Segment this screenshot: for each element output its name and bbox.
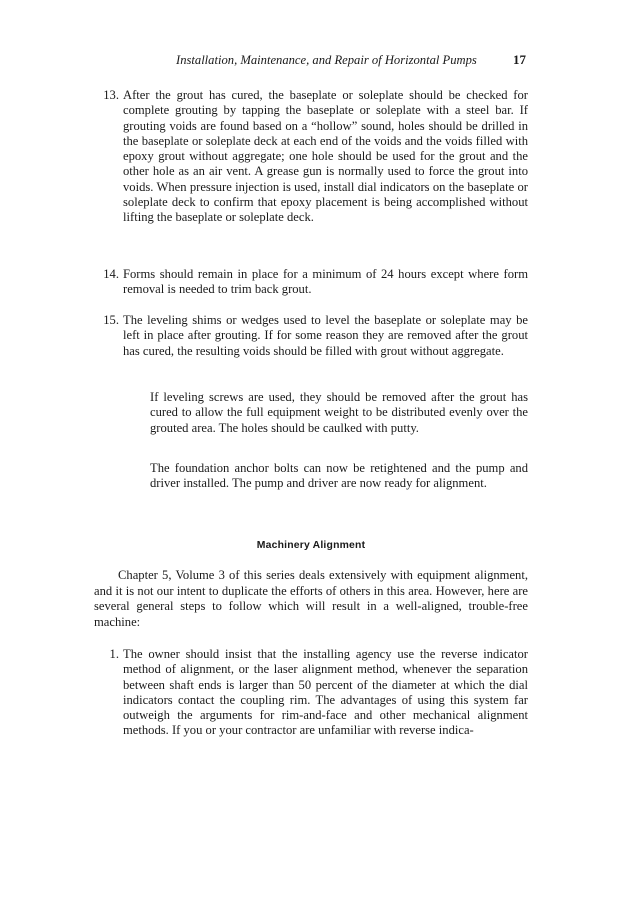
list-item-13	[103, 88, 528, 226]
list-item-15	[103, 313, 528, 359]
list-item-text: Forms should remain in place for a minimum of 24 hours except where form removal is needed to trim back grout.	[123, 267, 528, 297]
alignment-list-item-1	[109, 647, 528, 739]
list-item-14	[103, 267, 528, 298]
section-heading: Machinery Alignment	[256, 540, 366, 551]
item-15-paragraph-anchor-bolts: The foundation anchor bolts can now be retightened and the pump and driver installed. The pump and driver are now ready for alignment.	[150, 461, 528, 491]
running-header-title: Installation, Maintenance, and Repair of Horizontal Pumps	[176, 53, 477, 67]
list-item-text: The leveling shims or wedges used to level the baseplate or soleplate may be left in place after grouting. If for some reason they are removed after the grout has cured, the resulting voids should be filled with grout without aggregate.	[123, 313, 528, 358]
page-number: 17	[513, 52, 526, 67]
section-intro-paragraph: Chapter 5, Volume 3 of this series deals extensively with equipment alignment, and it is not our intent to duplicate the efforts of others in this area. However, here are several general steps to follow which will result in a well-aligned, trouble-free machine:	[94, 568, 528, 629]
list-item-text: After the grout has cured, the baseplate or soleplate should be checked for complete grouting by tapping the baseplate or soleplate with a steel bar. If grouting voids are found based on a “hollow” sound, holes should be drilled in the baseplate or soleplate deck at each end of the voids and the voids filled with epoxy grout without aggregate; one hole should be used for the grout and the other hole as an air vent. A grease gun is normally used to force the grout into voids. When pressure injection is used, install dial indicators on the baseplate or soleplate deck to confirm that epoxy placement is being accomplished without lifting the baseplate or soleplate deck.	[123, 88, 528, 225]
list-item-text: The owner should insist that the installing agency use the reverse indicator method of alignment, or the laser alignment method, whenever the separation between shaft ends is larger than 50 percent of the diameter at which the dial indicators contact the coupling rim. The advantages of using this system far outweigh the arguments for rim-and-face and other mechanical alignment methods. If you or your contractor are unfamiliar with reverse indica-	[123, 647, 528, 738]
item-15-paragraph-screws: If leveling screws are used, they should be removed after the grout has cured to allow the full equipment weight to be distributed evenly over the grouted area. The holes should be caulked with putty.	[150, 390, 528, 435]
list-item-number: 1.	[109, 647, 119, 661]
list-item-number: 13.	[103, 88, 119, 102]
list-item-number: 14.	[103, 267, 119, 281]
list-item-number: 15.	[103, 313, 119, 327]
